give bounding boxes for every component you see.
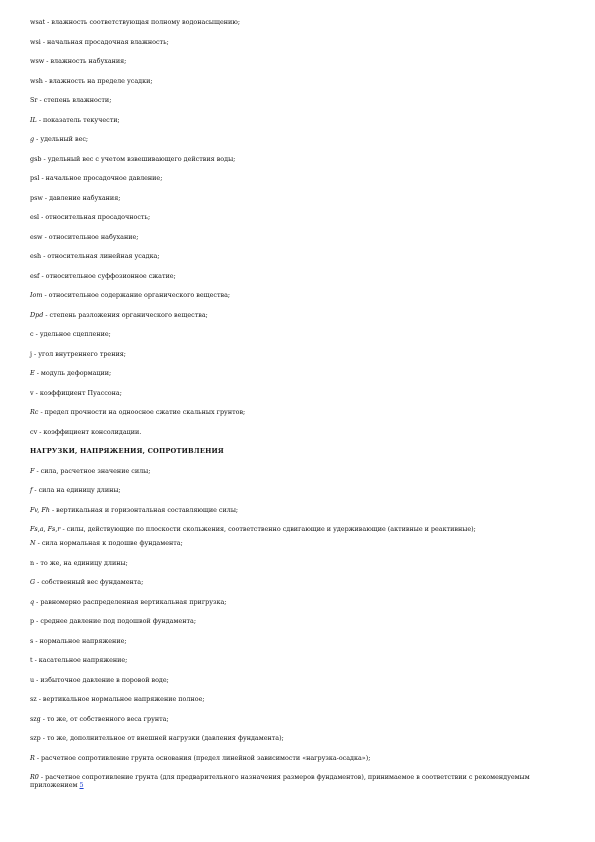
symbol-definition: - начальная просадочная влажность; — [40, 37, 169, 46]
symbol: G — [30, 578, 36, 586]
section-heading: НАГРУЗКИ, НАПРЯЖЕНИЯ, СОПРОТИВЛЕНИЯ — [30, 447, 224, 455]
symbol: sz — [30, 695, 37, 703]
symbol-definition: - угол внутреннего трения; — [31, 349, 126, 358]
symbol-definition: - коэффициент Пуассона; — [33, 388, 122, 397]
symbol: cv — [30, 427, 38, 436]
symbol-definition: - относительное содержание органического вещества; — [42, 291, 231, 299]
definition-entry — [30, 773, 570, 789]
symbol-definition: - избыточное давление в поровой воде; — [34, 675, 169, 684]
symbol-definition: - предел прочности на одноосное сжатие скальных грунтов; — [38, 408, 246, 416]
symbol-definition: - нормальное напряжение; — [33, 636, 127, 645]
symbol: wsw — [30, 57, 45, 65]
symbol-definition: - давление набухания; — [42, 193, 121, 202]
definition-entry — [30, 135, 570, 143]
definition-entry — [30, 637, 570, 645]
symbol: esf — [30, 271, 40, 280]
symbol: p — [30, 617, 35, 625]
soil-properties-list — [30, 18, 570, 436]
definition-entry — [30, 350, 570, 358]
definition-entry — [30, 539, 570, 547]
symbol: N — [30, 539, 36, 547]
symbol-definition: - степень влажности; — [37, 96, 112, 104]
symbol: q — [30, 597, 35, 606]
symbol: Fv, Fh — [30, 505, 50, 514]
symbol: u — [30, 675, 35, 684]
symbol-definition: - начальное просадочное давление; — [39, 174, 163, 182]
definition-entry — [30, 754, 570, 762]
definition-entry — [30, 369, 570, 377]
symbol-definition: - касательное напряжение; — [32, 656, 128, 664]
definition-entry — [30, 408, 570, 416]
definition-entry — [30, 96, 570, 104]
symbol: esl — [30, 213, 40, 221]
symbol-definition: - силы, действующие по плоскости скольжения, соответственно сдвигающие и удерживающие (активные и реактивные); — [60, 525, 476, 533]
definition-entry — [30, 695, 570, 703]
symbol-definition: - сила, расчетное значение силы; — [34, 466, 151, 475]
symbol-definition: - то же, от собственного веса грунта; — [40, 714, 169, 723]
definition-entry — [30, 272, 570, 280]
definition-entry — [30, 311, 570, 319]
symbol: Fs,a, Fs,r — [30, 525, 61, 533]
symbol-definition: - сила на единицу длины; — [32, 486, 121, 494]
symbol-definition: - относительная линейная усадка; — [41, 252, 160, 260]
symbol: n — [30, 558, 35, 567]
symbol-definition: - влажность на пределе усадки; — [42, 76, 153, 85]
symbol: wsi — [30, 37, 41, 46]
symbol: wsh — [30, 76, 43, 85]
definition-entry — [30, 598, 570, 606]
symbol-definition: - расчетное сопротивление грунта основания (предел линейной зависимости «нагрузка-осадка»); — [34, 753, 371, 762]
symbol-definition: - вертикальное нормальное напряжение полное; — [36, 695, 205, 703]
symbol: Rc — [30, 408, 39, 416]
symbol-definition: - степень разложения органического вещества; — [43, 310, 208, 319]
symbol: j — [30, 349, 32, 358]
symbol: v — [30, 388, 34, 397]
symbol-definition: - собственный вес фундамента; — [35, 578, 144, 586]
definition-entry — [30, 676, 570, 684]
definition-entry — [30, 559, 570, 567]
definition-entry — [30, 734, 570, 742]
symbol: Iom — [30, 291, 43, 299]
definition-entry — [30, 617, 570, 625]
definition-entry — [30, 252, 570, 260]
definition-entry — [30, 233, 570, 241]
definition-entry — [30, 486, 570, 494]
definition-entry — [30, 155, 570, 163]
symbol: psw — [30, 193, 43, 202]
symbol-definition: - удельное сцепление; — [33, 330, 111, 338]
definition-entry — [30, 467, 570, 475]
definition-entry — [30, 77, 570, 85]
definition-entry — [30, 715, 570, 723]
symbol: c — [30, 330, 34, 338]
definition-entry — [30, 116, 570, 124]
document-content — [30, 18, 570, 795]
symbol: f — [30, 486, 33, 494]
symbol-definition: - удельный вес; — [34, 135, 89, 143]
definition-entry — [30, 428, 570, 436]
symbol: esw — [30, 232, 43, 241]
definition-entry — [30, 194, 570, 202]
symbol: wsat — [30, 18, 46, 26]
symbol: szg — [30, 714, 41, 723]
symbol: R0 — [30, 773, 39, 781]
symbol: IL — [30, 115, 37, 124]
symbol-definition: - модуль деформации; — [34, 369, 112, 377]
definition-entry — [30, 330, 570, 338]
symbol: Sr — [30, 96, 38, 104]
symbol-definition: - влажность соответствующая полному водонасыщению; — [45, 18, 240, 26]
symbol: Dpd — [30, 310, 44, 319]
symbol-definition: - относительная просадочность; — [39, 213, 151, 221]
appendix-link[interactable]: 5 — [79, 781, 84, 789]
symbol-definition: - расчетное сопротивление грунта (для предварительного назначения размеров фундаментов), принимаемое в соответствии с рекомендуемым приложением — [30, 773, 530, 789]
definition-entry — [30, 656, 570, 664]
definition-entry — [30, 18, 570, 26]
symbol-definition: - то же, дополнительное от внешней нагрузки (давления фундамента); — [40, 734, 284, 742]
symbol: R — [30, 753, 35, 762]
symbol: szp — [30, 734, 41, 742]
symbol: E — [30, 369, 35, 377]
symbol-definition: - то же, на единицу длины; — [34, 558, 128, 567]
definition-entry — [30, 213, 570, 221]
symbol-definition: - вертикальная и горизонтальная составляющие силы; — [49, 505, 239, 514]
symbol: F — [30, 466, 35, 475]
definition-entry — [30, 389, 570, 397]
symbol-definition: - относительное набухание; — [42, 232, 139, 241]
symbol-definition: - относительное суффозионное сжатие; — [39, 271, 176, 280]
symbol-definition: - среднее давление под подошвой фундамента; — [34, 617, 196, 625]
symbol: psl — [30, 174, 40, 182]
symbol-definition: - влажность набухания; — [44, 57, 127, 65]
symbol-definition: - сила нормальная к подошве фундамента; — [35, 539, 183, 547]
definition-entry — [30, 174, 570, 182]
symbol-definition: - показатель текучести; — [36, 115, 120, 124]
definition-entry — [30, 57, 570, 65]
symbol-definition: - равномерно распределенная вертикальная пригрузка; — [34, 597, 227, 606]
definition-entry — [30, 38, 570, 46]
loads-stresses-list — [30, 467, 570, 790]
definition-entry — [30, 291, 570, 299]
symbol: t — [30, 656, 33, 664]
symbol-definition: - коэффициент консолидации. — [37, 427, 142, 436]
symbol: g — [30, 135, 35, 143]
symbol: s — [30, 636, 34, 645]
definition-entry — [30, 506, 570, 514]
symbol-definition: - удельный вес с учетом взвешивающего действия воды; — [41, 154, 236, 163]
definition-entry — [30, 578, 570, 586]
definition-entry — [30, 525, 570, 533]
symbol: esh — [30, 252, 42, 260]
symbol: gsb — [30, 154, 42, 163]
